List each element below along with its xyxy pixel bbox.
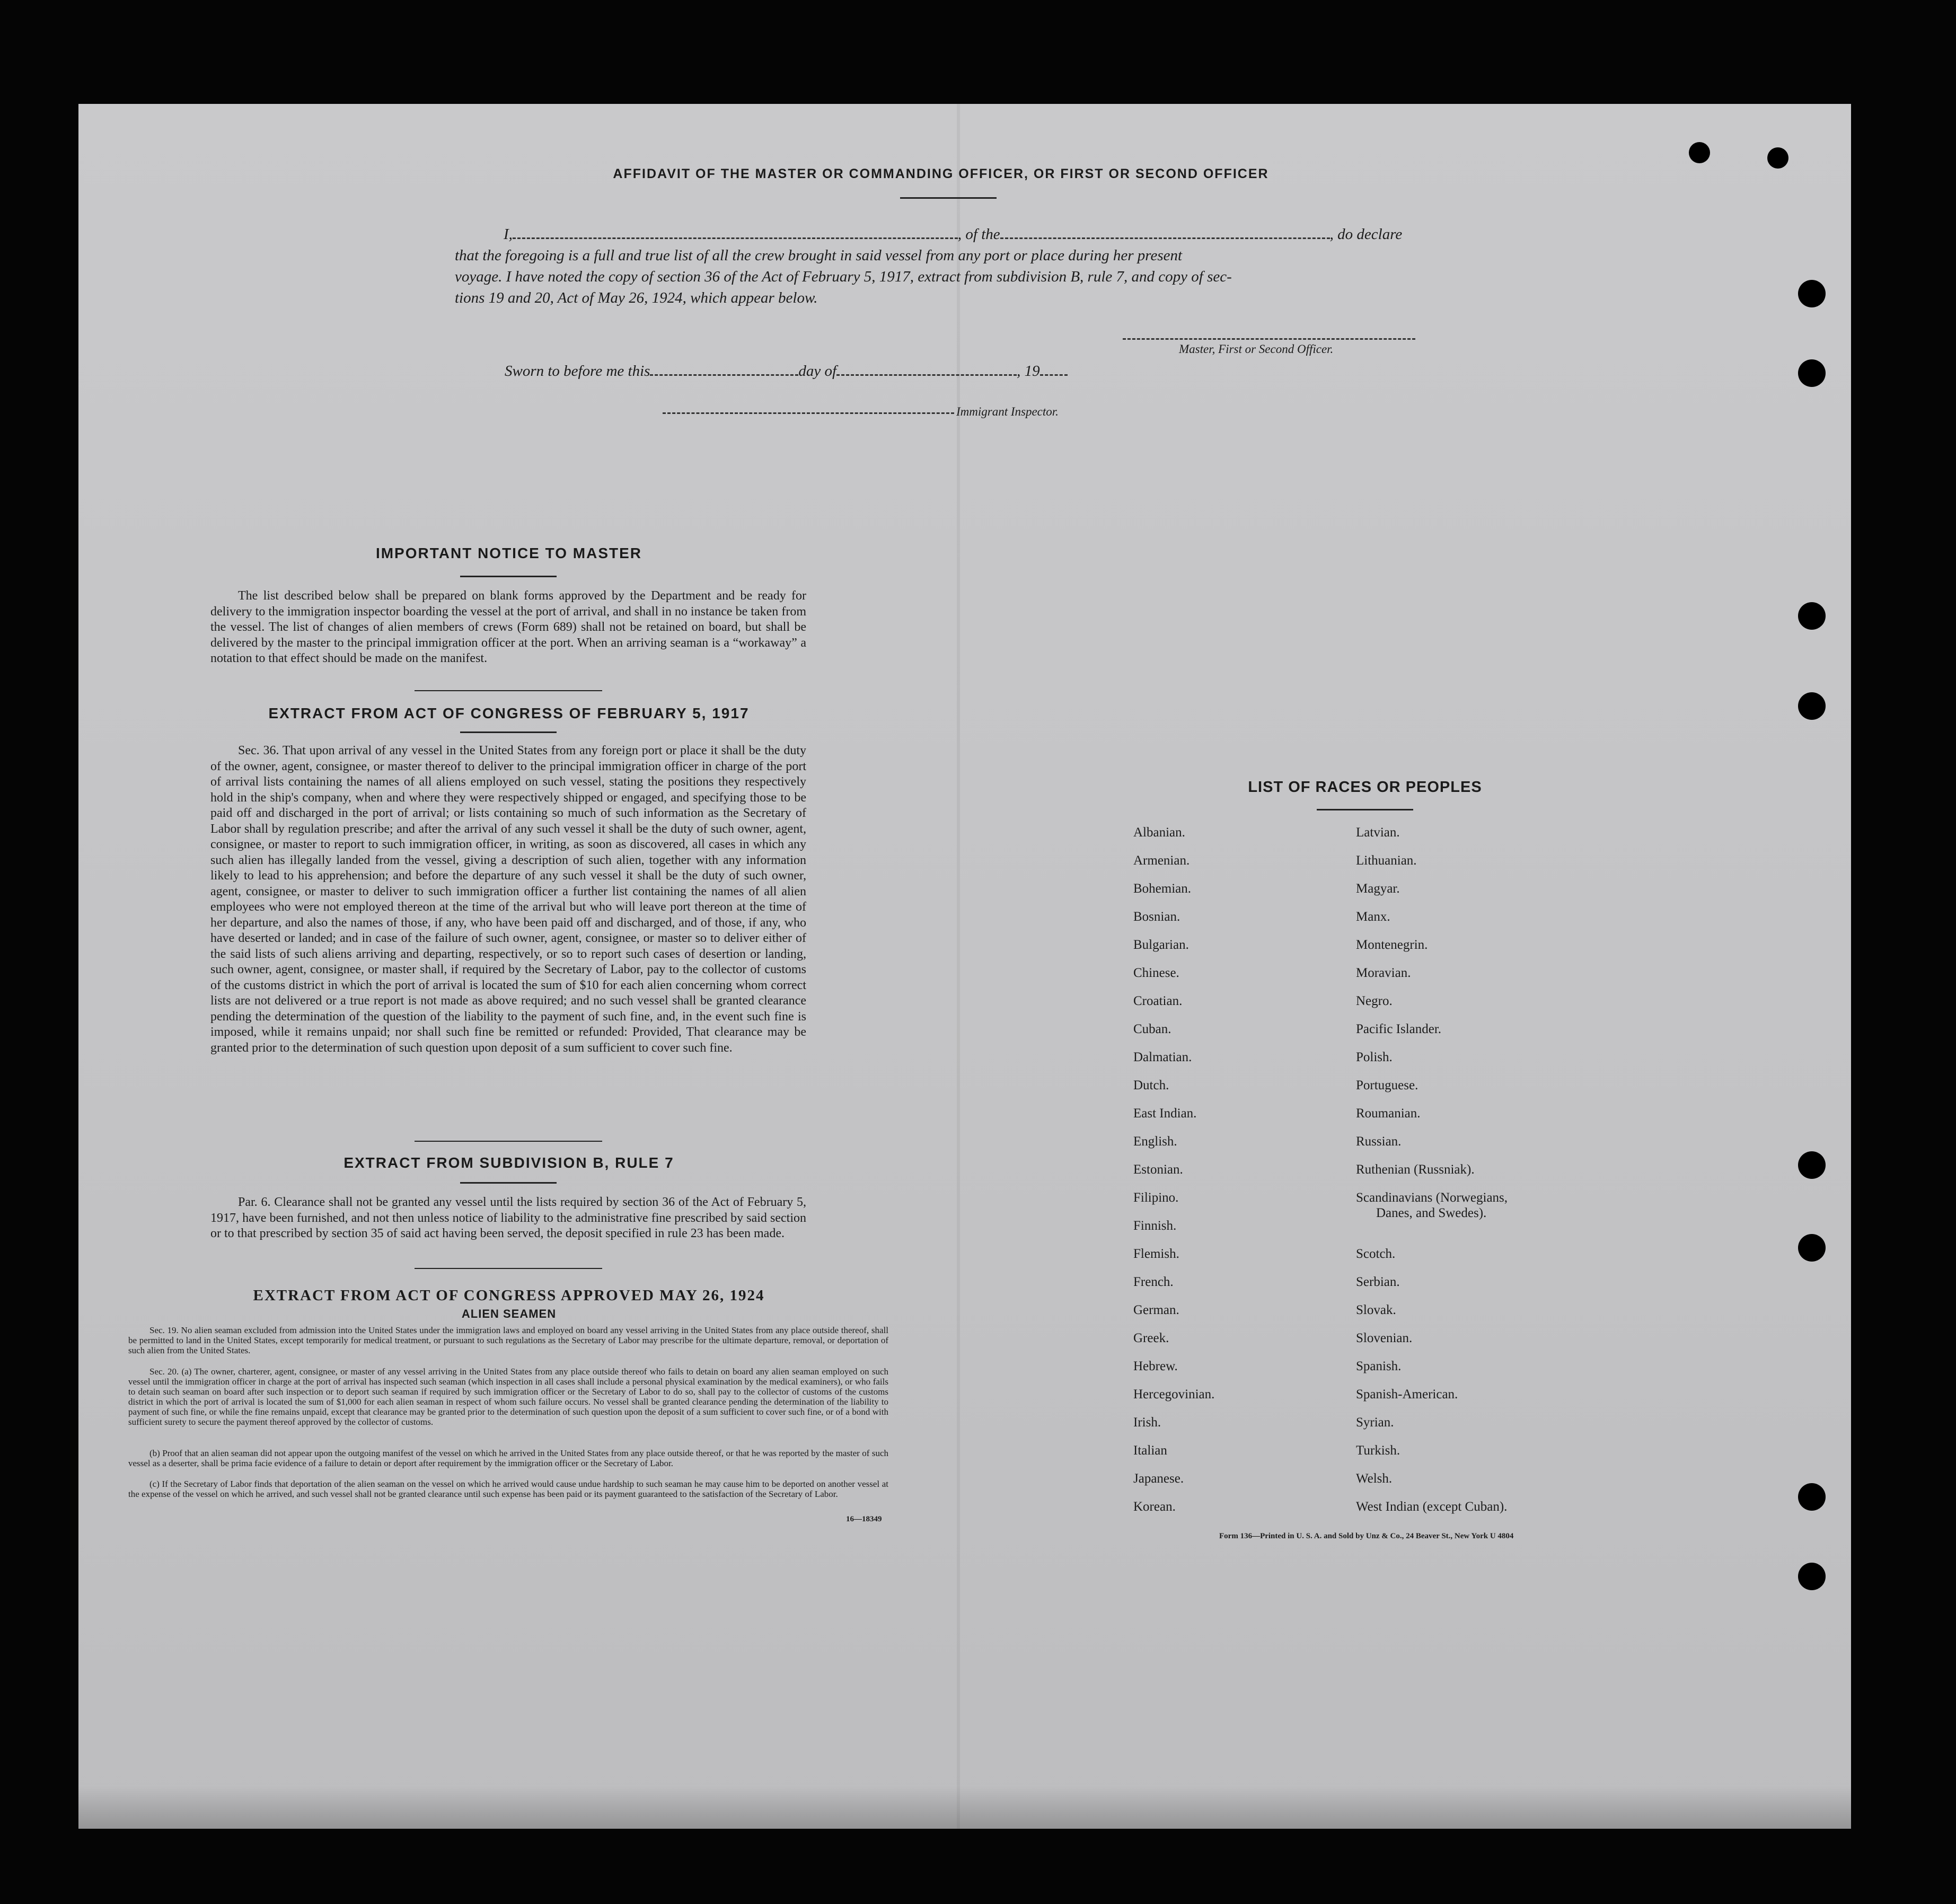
race-item: Estonian. — [1133, 1162, 1183, 1177]
race-item: East Indian. — [1133, 1106, 1197, 1121]
race-item: Magyar. — [1356, 882, 1400, 896]
race-item: English. — [1133, 1134, 1177, 1149]
vessel-blank[interactable] — [1000, 226, 1330, 239]
race-item: Russian. — [1356, 1134, 1402, 1149]
sec-20c-text: (c) If the Secretary of Labor finds that deportation of the alien seaman on the vessel on which he arrived would cause undue hardship to such seaman he may cause him to be deported on another vessel at the expense of the vessel on which he arrived, and such vessel shall not be granted clearance until such expense has been paid or its payment guaranteed to the satisfaction of the Secretary of Labor. — [128, 1479, 888, 1499]
race-item: Turkish. — [1356, 1443, 1400, 1458]
declaration-line-2: that the foregoing is a full and true list of all the crew brought in said vessel from any port or place during her present — [455, 247, 1183, 264]
signature-line — [1123, 338, 1415, 340]
race-item: Greek. — [1133, 1331, 1169, 1345]
race-item: Polish. — [1356, 1050, 1393, 1064]
extract-1917-divider — [415, 1141, 602, 1142]
race-item: Hercegovinian. — [1133, 1387, 1215, 1401]
month-blank[interactable] — [836, 363, 1017, 376]
race-item: Armenian. — [1133, 853, 1190, 868]
alien-seamen-heading: ALIEN SEAMEN — [461, 1307, 557, 1320]
race-item: Cuban. — [1133, 1022, 1171, 1036]
race-item: Negro. — [1356, 994, 1393, 1008]
race-item: Portuguese. — [1356, 1078, 1418, 1092]
sec-20a-text: Sec. 20. (a) The owner, charterer, agent, consignee, or master of any vessel arriving in the United States from any place outside thereof who fails to detain on board any alien seaman employed on such vessel until the immigration officer in charge at the port of arrival has inspected such seaman (which inspection in all cases shall include a personal physical examination by the medical examiners), or who fails to detain such seaman on board after such inspection or to deport such seaman if required by such immigration officer or the Secretary of Labor to do so, shall pay to the collector of customs of the customs district in which the port of arrival is located the sum of $1,000 for each alien seaman in respect of whom such failure occurs. No vessel shall be granted clearance pending the determination of the liability to payment of such fine, or while the fine remains unpaid, except that clearance may be granted prior to the determination of such question upon the deposit of a sum sufficient to cover such fine, or of a bond with sufficient surety to secure the payment thereof approved by the collector of customs. — [128, 1367, 888, 1427]
extract-rule7-text: Par. 6. Clearance shall not be granted any vessel until the lists required by section 36 of the Act of February 5, 1917, have been furnished, and not then unless notice of liability to the administrative fine prescribed by said section or to that prescribed by section 35 of said act having been served, the deposit specified in rule 23 has been made. — [210, 1195, 806, 1240]
extract-1924-heading: EXTRACT FROM ACT OF CONGRESS APPROVED MAY 26, 1924 — [253, 1287, 765, 1304]
race-item: Slovenian. — [1356, 1331, 1413, 1345]
extract-1917-text: Sec. 36. That upon arrival of any vessel in the United States from any foreign port or place it shall be the duty of the owner, agent, consignee, or master thereof to deliver to the principal immigration officer in charge of the port of arrival lists containing the names of all aliens employed on such vessel, stating the positions they respectively hold in the ship's company, when and where they were respectively shipped or engaged, and specifying those to be paid off and discharged in the port of arrival; or lists containing so much of such information as the Secretary of Labor shall by regulation prescribe; and after the arrival of any such vessel it shall be the duty of such owner, agent, consignee, or master to report to such immigration officer, in writing, as soon as discovered, all cases in which any such alien has illegally landed from the vessel, giving a description of such alien, together with any information likely to lead to his apprehension; and before the departure of any such vessel it shall be the duty of such owner, agent, consignee, or master to deliver to such immigration officer a further list containing the names of all alien employees who were not employed thereon at the time of the arrival but who will leave port thereon at the time of her departure, and also the names of those, if any, who have been paid off and discharged, and of those, if any, who have deserted or landed; and in case of the failure of such owner, agent, consignee, or master so to deliver either of the said lists of such aliens arriving and departing, respectively, or so to report such cases of desertion or landing, such owner, agent, consignee, or master shall, if required by the Secretary of Labor, pay to the collector of customs of the customs district in which the port of arrival is located the sum of $10 for each alien concerning whom correct lists are not delivered or a true report is not made as above required; and no such vessel shall be granted clearance pending the determination of the question of the liability to the payment of such fine, and, in the event such fine is imposed, while it remains unpaid; nor shall such fine be remitted or refunded: Provided, That clearance may be granted prior to the determination of such question upon deposit of a sum sufficient to cover such fine. — [210, 744, 806, 1055]
race-item: Roumanian. — [1356, 1106, 1421, 1121]
notice-text: The list described below shall be prepared on blank forms approved by the Department and be ready for delivery to the immigration inspector boarding the vessel at the port of arrival, and shall in no instance be taken from the vessel. The list of changes of alien members of crews (Form 689) shall not be retained on board, but shall be delivered by the master to the principal immigration officer at the port. When an arriving seaman is a “workaway” a notation to that effect should be made on the manifest. — [210, 589, 806, 665]
sec-19-text: Sec. 19. No alien seaman excluded from admission into the United States under the immigration laws and employed on board any vessel arriving in the United States from any place outside thereof, shall be permitted to land in the United States, except temporarily for medical treatment, or pursuant to such regulations as the Secretary of Labor may prescribe for the ultimate departure, removal, or deportation of such alien from the United States. — [128, 1325, 888, 1355]
race-item: Slovak. — [1356, 1303, 1396, 1317]
extract-1917-rule — [460, 731, 557, 733]
race-item: German. — [1133, 1303, 1179, 1317]
race-item: Finnish. — [1133, 1219, 1177, 1233]
year-blank[interactable] — [1040, 363, 1068, 376]
extract-rule7-heading: EXTRACT FROM SUBDIVISION B, RULE 7 — [343, 1154, 674, 1171]
race-item: Hebrew. — [1133, 1359, 1178, 1373]
races-heading: LIST OF RACES OR PEOPLES — [1248, 779, 1482, 796]
race-item: Syrian. — [1356, 1415, 1394, 1430]
race-item: Lithuanian. — [1356, 853, 1417, 868]
race-item: Japanese. — [1133, 1471, 1184, 1486]
notice-heading-rule — [460, 576, 557, 577]
race-item: Bohemian. — [1133, 882, 1192, 896]
day-of-label: day of — [798, 363, 837, 380]
race-item: Montenegrin. — [1356, 938, 1428, 952]
sworn-label: Sworn to before me this — [505, 363, 650, 380]
race-item: Irish. — [1133, 1415, 1161, 1430]
race-item: French. — [1133, 1275, 1174, 1289]
race-item: Scandinavians (Norwegians, — [1356, 1191, 1508, 1205]
punch-hole-1 — [1798, 280, 1826, 307]
punch-hole-3 — [1798, 602, 1826, 630]
affidavit-title-rule — [900, 197, 997, 199]
extract-1917-heading: EXTRACT FROM ACT OF CONGRESS OF FEBRUARY 5, 1917 — [268, 705, 750, 721]
punch-hole-4 — [1798, 692, 1826, 720]
race-item: Korean. — [1133, 1500, 1176, 1514]
race-item: Bulgarian. — [1133, 938, 1189, 952]
inspector-line — [663, 412, 954, 414]
bottom-edge-shadow — [78, 1786, 1851, 1829]
race-item: Manx. — [1356, 910, 1390, 924]
race-item: Italian — [1133, 1443, 1167, 1458]
race-item: Chinese. — [1133, 966, 1179, 980]
signature-label: Master, First or Second Officer. — [1179, 342, 1334, 356]
race-item: Spanish-American. — [1356, 1387, 1458, 1401]
race-item: Bosnian. — [1133, 910, 1180, 924]
punch-hole-7 — [1798, 1483, 1826, 1511]
form-footer: Form 136—Printed in U. S. A. and Sold by Unz & Co., 24 Beaver St., New York U 4804 — [1219, 1532, 1514, 1540]
print-code: 16—18349 — [846, 1515, 882, 1523]
race-item: Dalmatian. — [1133, 1050, 1192, 1064]
i-label: I, — [504, 226, 513, 243]
race-item: Danes, and Swedes). — [1376, 1206, 1487, 1220]
name-blank[interactable] — [513, 226, 958, 239]
notice-heading: IMPORTANT NOTICE TO MASTER — [375, 545, 642, 561]
race-item: Pacific Islander. — [1356, 1022, 1442, 1036]
race-item: Flemish. — [1133, 1247, 1179, 1261]
race-item: Filipino. — [1133, 1191, 1179, 1205]
punch-hole-5 — [1798, 1151, 1826, 1179]
affidavit-title: AFFIDAVIT OF THE MASTER OR COMMANDING OFFICER, OR FIRST OR SECOND OFFICER — [613, 166, 1269, 181]
punch-hole-8 — [1798, 1563, 1826, 1590]
race-item: Croatian. — [1133, 994, 1183, 1008]
race-item: Spanish. — [1356, 1359, 1402, 1373]
sec-20b-text: (b) Proof that an alien seaman did not appear upon the outgoing manifest of the vessel on which he arrived in the United States from any place outside thereof, or that he was reported by the master of such vessel as a deserter, shall be prima facie evidence of a failure to detain or deport after requirement by the immigration officer or the Secretary of Labor. — [128, 1448, 888, 1468]
race-item: Welsh. — [1356, 1471, 1393, 1486]
notice-divider — [415, 690, 602, 691]
race-item: Albanian. — [1133, 825, 1185, 840]
punch-hole-10 — [1767, 147, 1788, 169]
declaration-line-4: tions 19 and 20, Act of May 26, 1924, which appear below. — [455, 289, 818, 306]
race-item: West Indian (except Cuban). — [1356, 1500, 1508, 1514]
sworn-line — [505, 360, 1068, 382]
race-item: Moravian. — [1356, 966, 1411, 980]
punch-hole-9 — [1689, 142, 1710, 163]
race-item: Dutch. — [1133, 1078, 1169, 1092]
day-blank[interactable] — [650, 363, 798, 376]
race-item: Scotch. — [1356, 1247, 1396, 1261]
inspector-label: Immigrant Inspector. — [956, 405, 1059, 418]
of-the-label: , of the — [957, 226, 1000, 243]
declaration-line-3: voyage. I have noted the copy of section 36 of the Act of February 5, 1917, extract from subdivision B, rule 7, and copy of sec- — [455, 268, 1232, 285]
race-item: Latvian. — [1356, 825, 1400, 840]
do-declare-label: , do declare — [1329, 226, 1403, 243]
races-heading-rule — [1317, 809, 1413, 810]
year-label: , 19 — [1017, 363, 1040, 380]
declaration-line-1 — [504, 224, 1402, 245]
punch-hole-2 — [1798, 359, 1826, 387]
punch-hole-6 — [1798, 1234, 1826, 1262]
extract-rule7-divider — [415, 1268, 602, 1269]
extract-rule7-rule — [460, 1182, 557, 1184]
race-item: Serbian. — [1356, 1275, 1400, 1289]
race-item: Ruthenian (Russniak). — [1356, 1162, 1475, 1177]
